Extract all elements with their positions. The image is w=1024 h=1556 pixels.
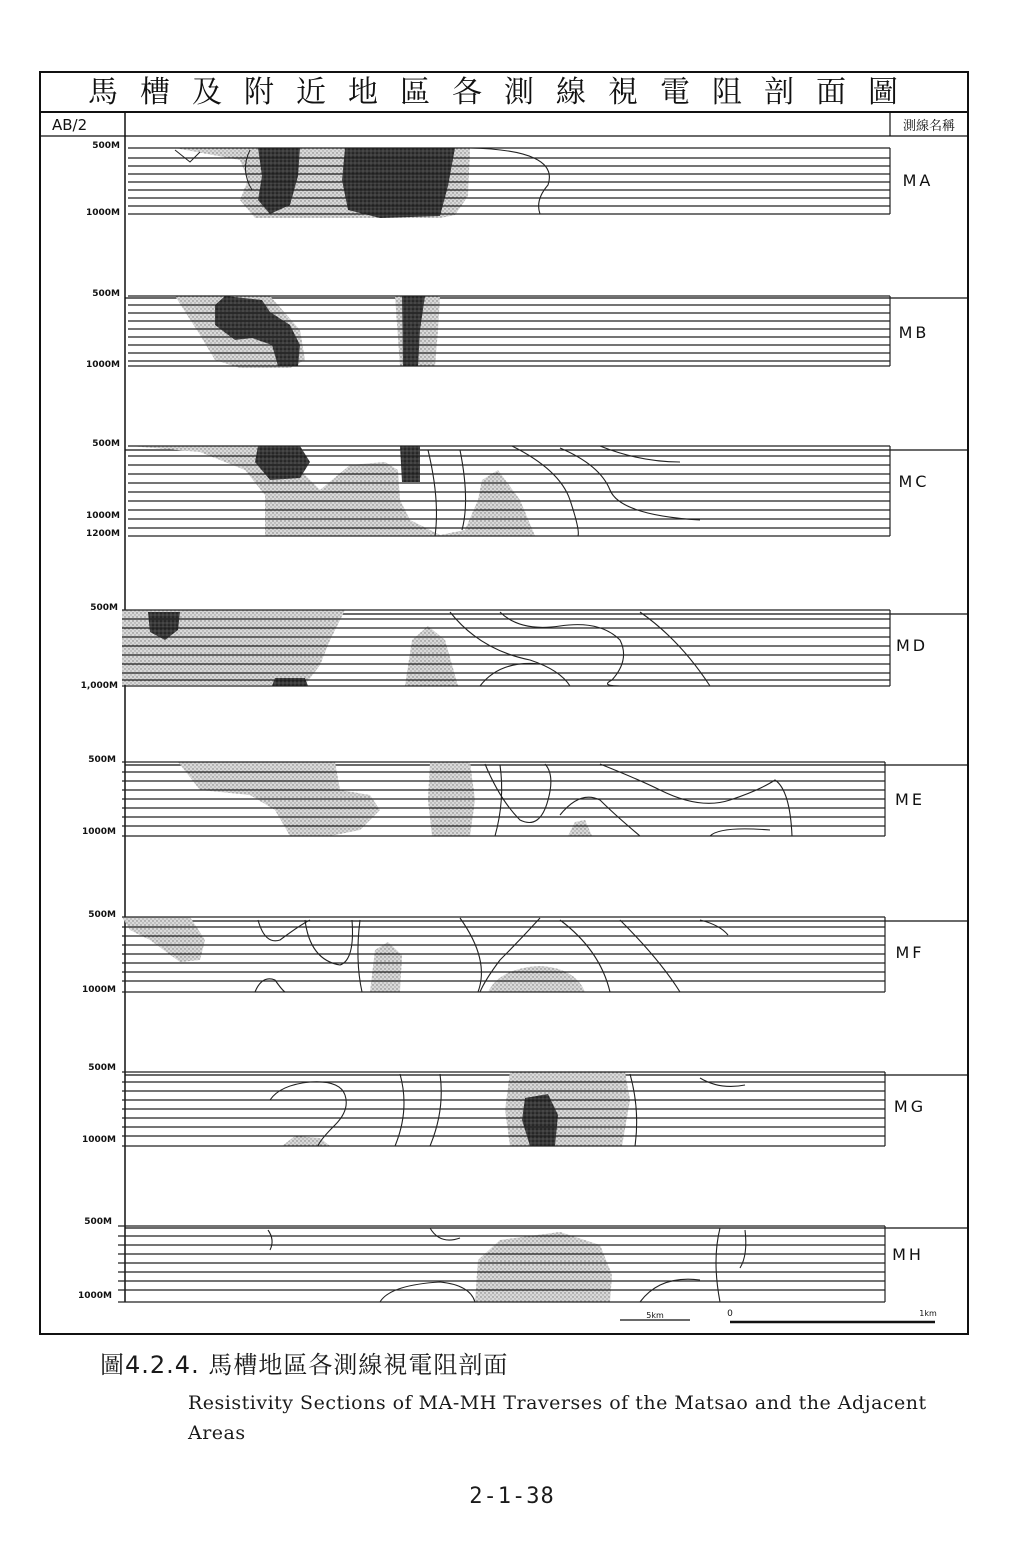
mh-depth-top: 500M: [84, 1217, 112, 1227]
mf-depth-bottom: 1000M: [81, 985, 116, 995]
mb-depth-bottom: 1000M: [85, 360, 120, 370]
scale-bar: [620, 1309, 937, 1322]
figure-caption-chinese: 圖4.2.4. 馬槽地區各測線視電阻剖面: [100, 1351, 509, 1379]
section-label-mb: MB: [898, 323, 930, 342]
me-depth-bottom: 1000M: [81, 827, 116, 837]
mh-depth-bottom: 1000M: [77, 1291, 112, 1301]
section-mb: [128, 296, 890, 368]
md-depth-top: 500M: [90, 603, 118, 613]
mg-depth-top: 500M: [88, 1063, 116, 1073]
figure-frame: [40, 72, 968, 1334]
section-me: [122, 762, 885, 836]
ma-depth-top: 500M: [92, 141, 120, 151]
section-label-me: ME: [895, 790, 925, 809]
scale-zero-label: 0: [727, 1309, 733, 1319]
mg-depth-bottom: 1000M: [81, 1135, 116, 1145]
mf-depth-top: 500M: [88, 910, 116, 920]
page-number: 2-1-38: [469, 1484, 555, 1509]
section-ma: [128, 148, 890, 218]
section-mg: [122, 1072, 885, 1146]
md-depth-bottom: 1,000M: [80, 681, 118, 691]
section-mh: [118, 1226, 885, 1302]
mc-depth-top: 500M: [92, 439, 120, 449]
section-label-md: MD: [895, 636, 929, 655]
scale-left-label: 5km: [646, 1311, 664, 1320]
section-label-ma: MA: [902, 171, 934, 190]
ab-label: AB/2: [52, 116, 88, 134]
section-label-mg: MG: [893, 1097, 927, 1116]
mc-depth-extra: 1200M: [85, 529, 120, 539]
mc-depth-bottom: 1000M: [85, 511, 120, 521]
section-label-mf: MF: [895, 943, 925, 962]
section-md: [122, 610, 890, 686]
section-mc: [128, 446, 890, 536]
section-label-mc: MC: [898, 472, 930, 491]
ma-depth-bottom: 1000M: [85, 208, 120, 218]
me-depth-top: 500M: [88, 755, 116, 765]
figure-caption-english: Resistivity Sections of MA-MH Traverses of the Matsao and the Adjacent Areas: [188, 1392, 927, 1444]
scale-right-label: 1km: [919, 1309, 937, 1318]
line-name-header: 測線名稱: [902, 119, 956, 134]
section-mf: [122, 917, 885, 992]
section-label-mh: MH: [892, 1245, 924, 1264]
figure-title: 馬槽及附近地區各測線視電阻剖面圖: [88, 75, 920, 110]
mb-depth-top: 500M: [92, 289, 120, 299]
